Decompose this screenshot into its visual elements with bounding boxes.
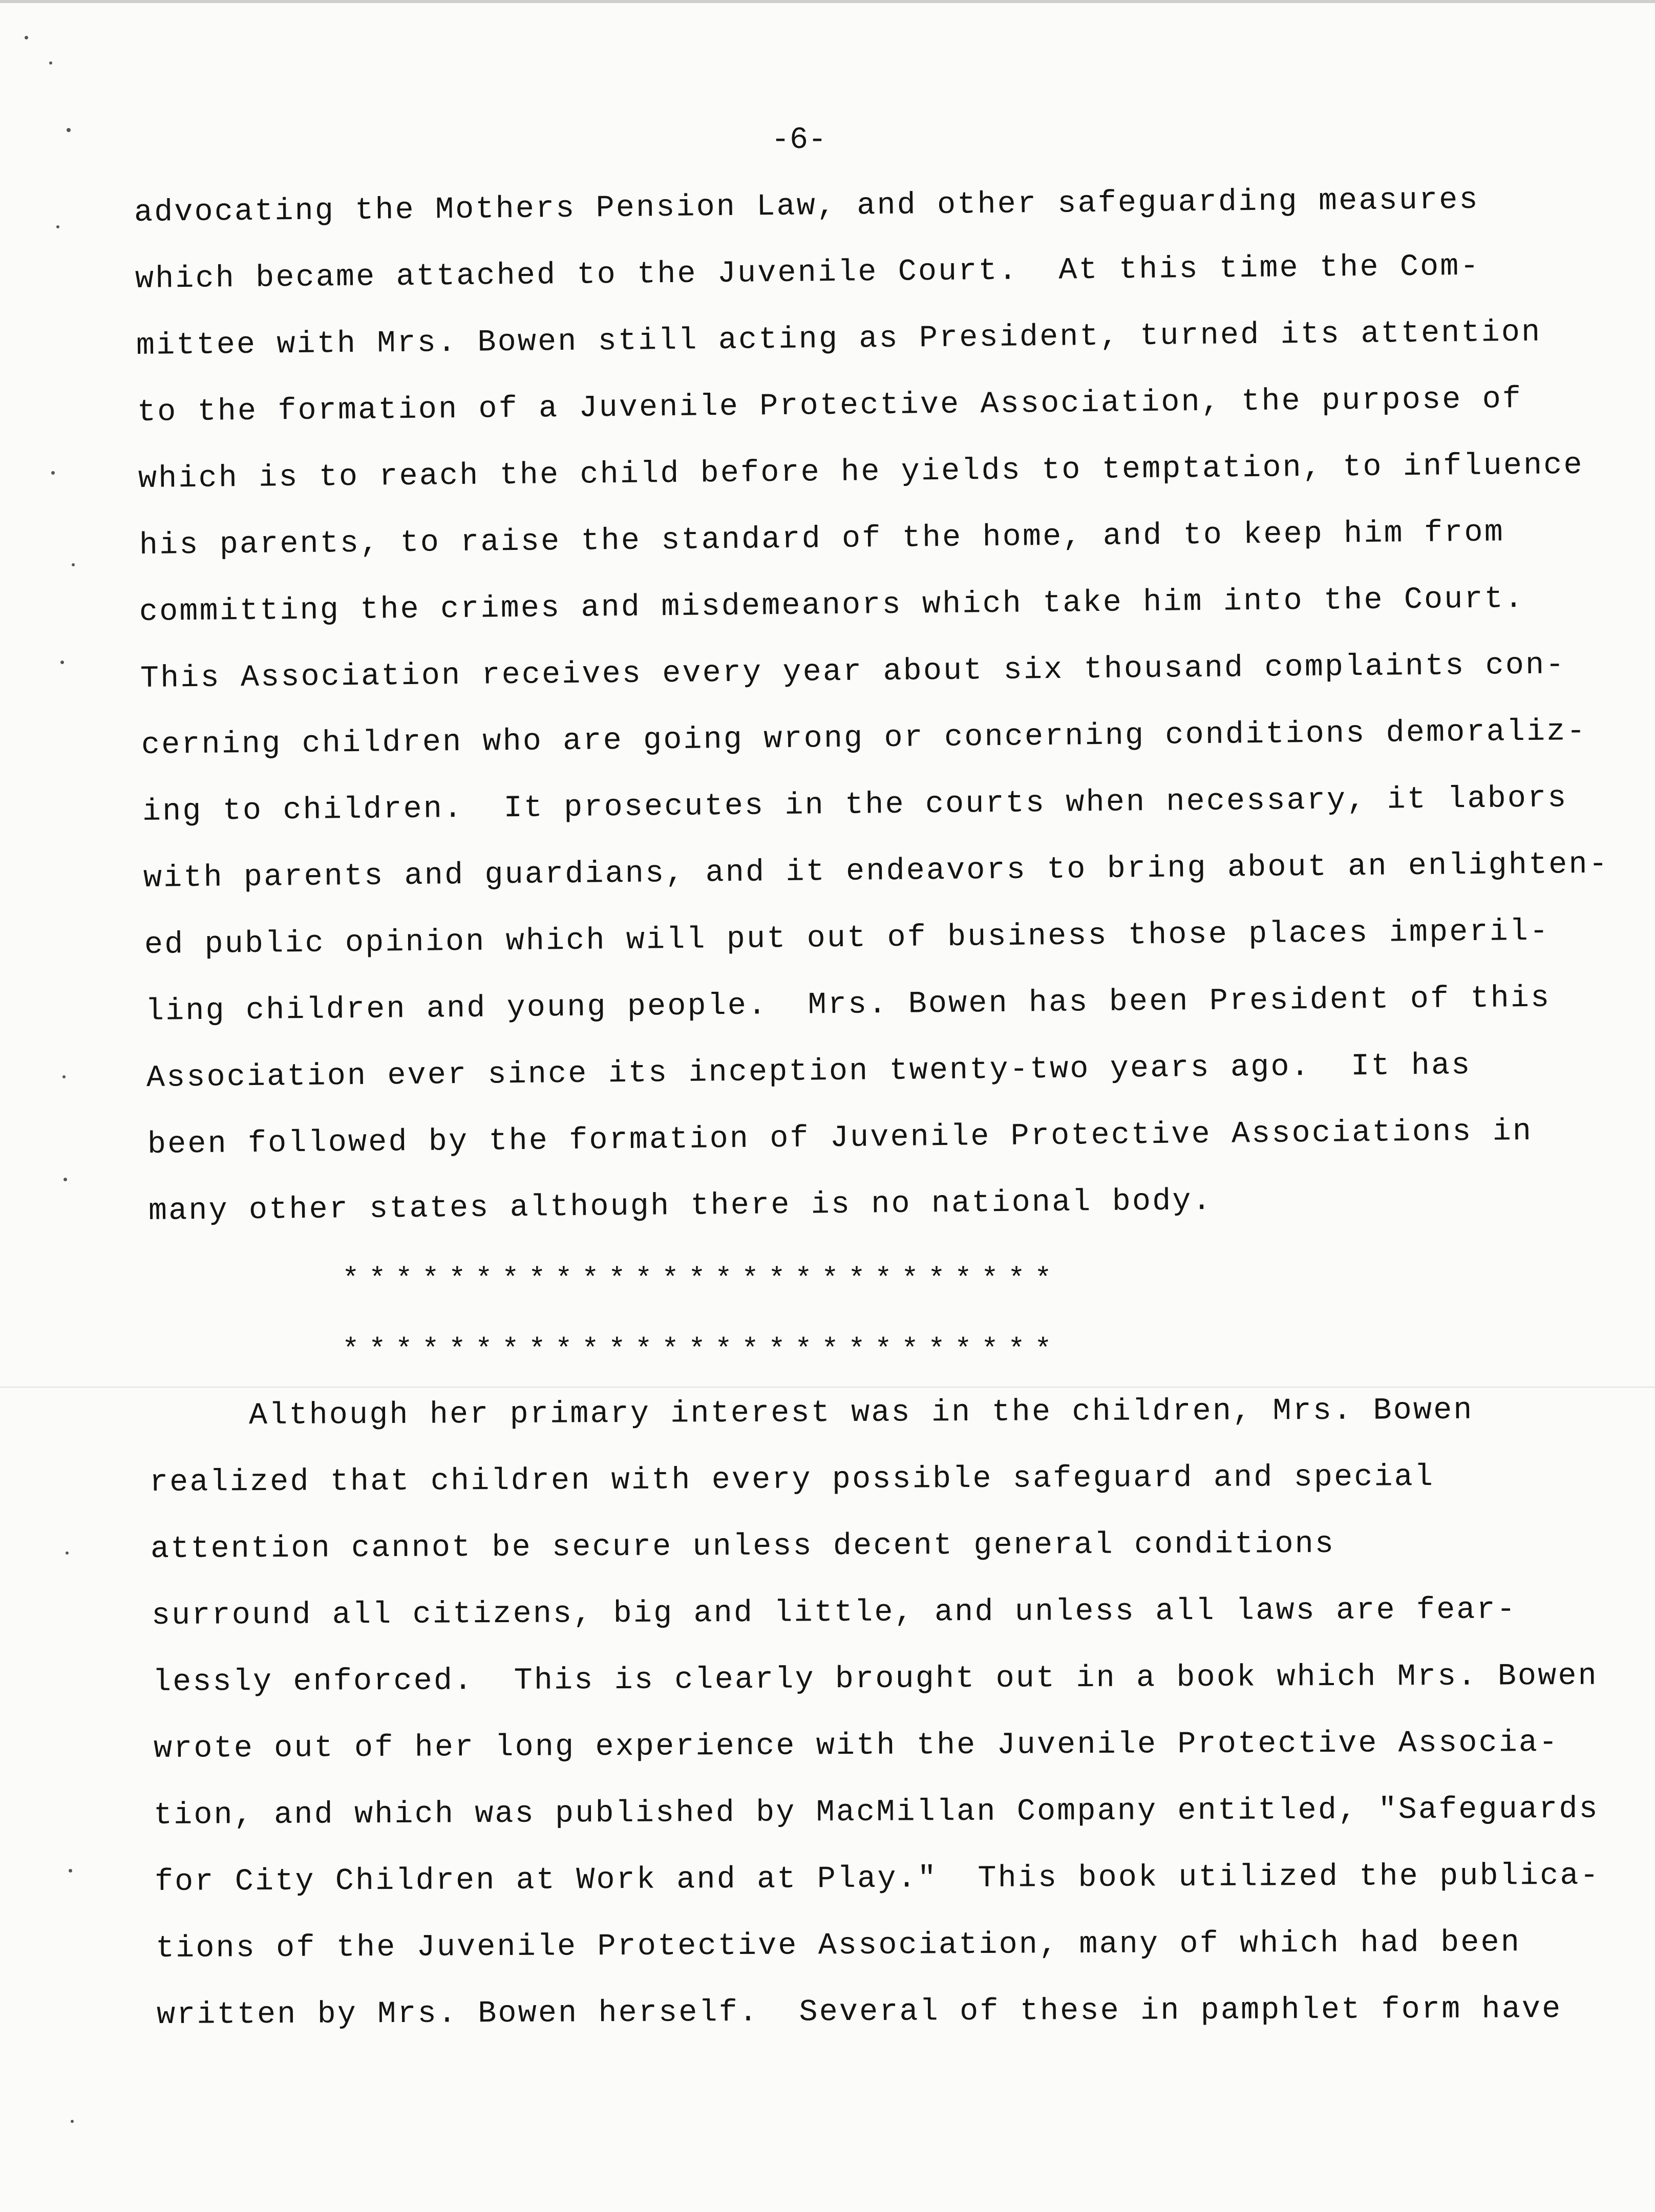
scan-speck (63, 1178, 67, 1181)
scan-speck (72, 563, 75, 566)
scan-speck (69, 1869, 72, 1873)
scan-speck (60, 661, 64, 664)
scan-speck (62, 1075, 66, 1078)
asterisk-separator: *************************** (342, 1263, 1062, 1295)
paragraph-2-line: attention cannot be secure unless decent general conditions (150, 1526, 1335, 1567)
scan-speck (67, 128, 71, 132)
paragraph-1-line: Association ever since its inception twenty-two years ago. It has (146, 1048, 1472, 1096)
paragraph-2-line: for City Children at Work and at Play." This book utilized the publica- (154, 1858, 1600, 1900)
paragraph-1-line: with parents and guardians, and it endeavors to bring about an enlighten- (143, 847, 1609, 896)
asterisk-separator: *************************** (342, 1333, 1062, 1366)
paragraph-1-line: advocating the Mothers Pension Law, and other safeguarding measures (134, 182, 1480, 230)
paragraph-2-line: surround all citizens, big and little, and unless all laws are fear- (151, 1592, 1517, 1633)
paragraph-2-line: lessly enforced. This is clearly brought out in a book which Mrs. Bowen (152, 1658, 1598, 1700)
scan-speck (25, 36, 28, 39)
paragraph-2-line: wrote out of her long experience with the Juvenile Protective Associa- (153, 1726, 1559, 1767)
scan-speck (66, 1551, 69, 1555)
paragraph-2-line: tion, and which was published by MacMillan Company entitled, "Safeguards (153, 1792, 1599, 1833)
paragraph-1-line: ed public opinion which will put out of business those places imperil- (144, 914, 1550, 963)
paragraph-2-line: realized that children with every possible safeguard and special (149, 1460, 1435, 1500)
paragraph-1-line: been followed by the formation of Juvenile Protective Associations in (147, 1114, 1533, 1162)
scan-speck (51, 471, 55, 475)
paragraph-1-line: cerning children who are going wrong or concerning conditions demoraliz- (141, 714, 1587, 763)
paragraph-1-line: his parents, to raise the standard of the home, and to keep him from (139, 515, 1505, 563)
paragraph-1-line: to the formation of a Juvenile Protective Association, the purpose of (137, 382, 1523, 430)
paragraph-1-line: This Association receives every year about six thousand complaints con- (140, 648, 1566, 696)
paragraph-1-line: committing the crimes and misdemeanors which take him into the Court. (139, 582, 1525, 630)
paragraph-1-line: ling children and young people. Mrs. Bowen has been President of this (145, 981, 1551, 1029)
paragraph-1-line: many other states although there is no national body. (148, 1184, 1213, 1229)
paragraph-1-line: which became attached to the Juvenile Court. At this time the Com- (135, 249, 1481, 297)
paragraph-1-line: which is to reach the child before he yields to temptation, to influence (138, 448, 1584, 497)
paragraph-1-line: mittee with Mrs. Bowen still acting as President, turned its attention (136, 315, 1542, 364)
paragraph-1-line: ing to children. It prosecutes in the courts when necessary, it labors (142, 781, 1568, 830)
scan-speck (49, 61, 52, 65)
paragraph-2-line: tions of the Juvenile Protective Association, many of which had been (155, 1925, 1521, 1966)
paragraph-2-line: written by Mrs. Bowen herself. Several of these in pamphlet form have (156, 1992, 1562, 2033)
scan-speck (56, 225, 59, 228)
scan-speck (71, 2120, 74, 2123)
paragraph-2-line: Although her primary interest was in the children, Mrs. Bowen (148, 1393, 1474, 1434)
page-number: -6- (771, 123, 827, 158)
